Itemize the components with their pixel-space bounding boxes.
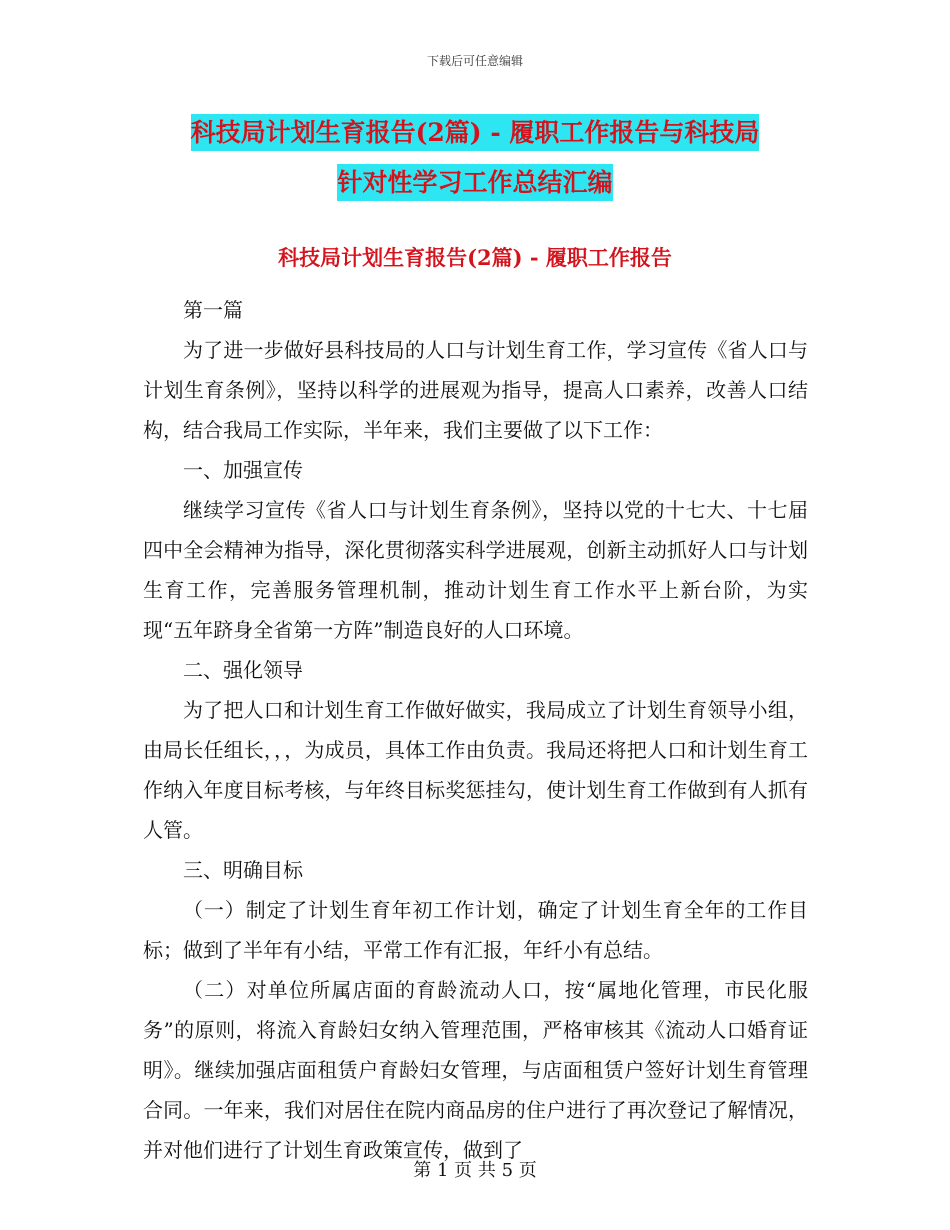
paragraph: 三、明确目标 [183, 858, 303, 882]
paragraph: 为了进一步做好县科技局的人口与计划生育工作，学习宣传《省人口与计划生育条例》，坚持以科学的进展观为指导，提高人口素养，改善人口结构，结合我局工作实际，半年来，我们主要做了以下工作： [143, 338, 808, 442]
document-title [0, 108, 950, 208]
paragraph: （一）制定了计划生育年初工作计划，确定了计划生育全年的工作目标；做到了半年有小结，平常工作有汇报，年纤小有总结。 [143, 898, 808, 962]
paragraph: 为了把人口和计划生育工作做好做实，我局成立了计划生育领导小组，由局长任组长，，，为成员，具体工作由负责。我局还将把人口和计划生育工作纳入年度目标考核，与年终目标奖惩挂勾，使计划生育工作做到有人抓有人管。 [143, 698, 808, 842]
header-note: 下载后可任意编辑 [426, 54, 523, 68]
paragraph: 一、加强宣传 [183, 458, 303, 482]
title-line-1: 科技局计划生育报告(2篇) - 履职工作报告与科技局 [191, 114, 760, 151]
section-title: 科技局计划生育报告(2篇) - 履职工作报告 [278, 245, 672, 270]
paragraph: 继续学习宣传《省人口与计划生育条例》，坚持以党的十七大、十七届四中全会精神为指导，深化贯彻落实科学进展观，创新主动抓好人口与计划生育工作，完善服务管理机制，推动计划生育工作水平上新台阶，为实现“五年跻身全省第一方阵”制造良好的人口环境。 [143, 498, 808, 642]
page-number: 第 1 页 共 5 页 [413, 1160, 537, 1181]
paragraph: （二）对单位所属店面的育龄流动人口，按“属地化管理，市民化服务”的原则，将流入育龄妇女纳入管理范围，严格审核其《流动人口婚育证明》。继续加强店面租赁户育龄妇女管理，与店面租赁户签好计划生育管理合同。一年来，我们对居住在院内商品房的住户进行了再次登记了解情况，并对他们进行了计划生育政策宣传，做到了 [143, 978, 808, 1162]
body-text [143, 290, 808, 1170]
paragraph: 第一篇 [183, 298, 243, 322]
paragraph: 二、强化领导 [183, 658, 303, 682]
title-line-2: 针对性学习工作总结汇编 [337, 164, 612, 201]
